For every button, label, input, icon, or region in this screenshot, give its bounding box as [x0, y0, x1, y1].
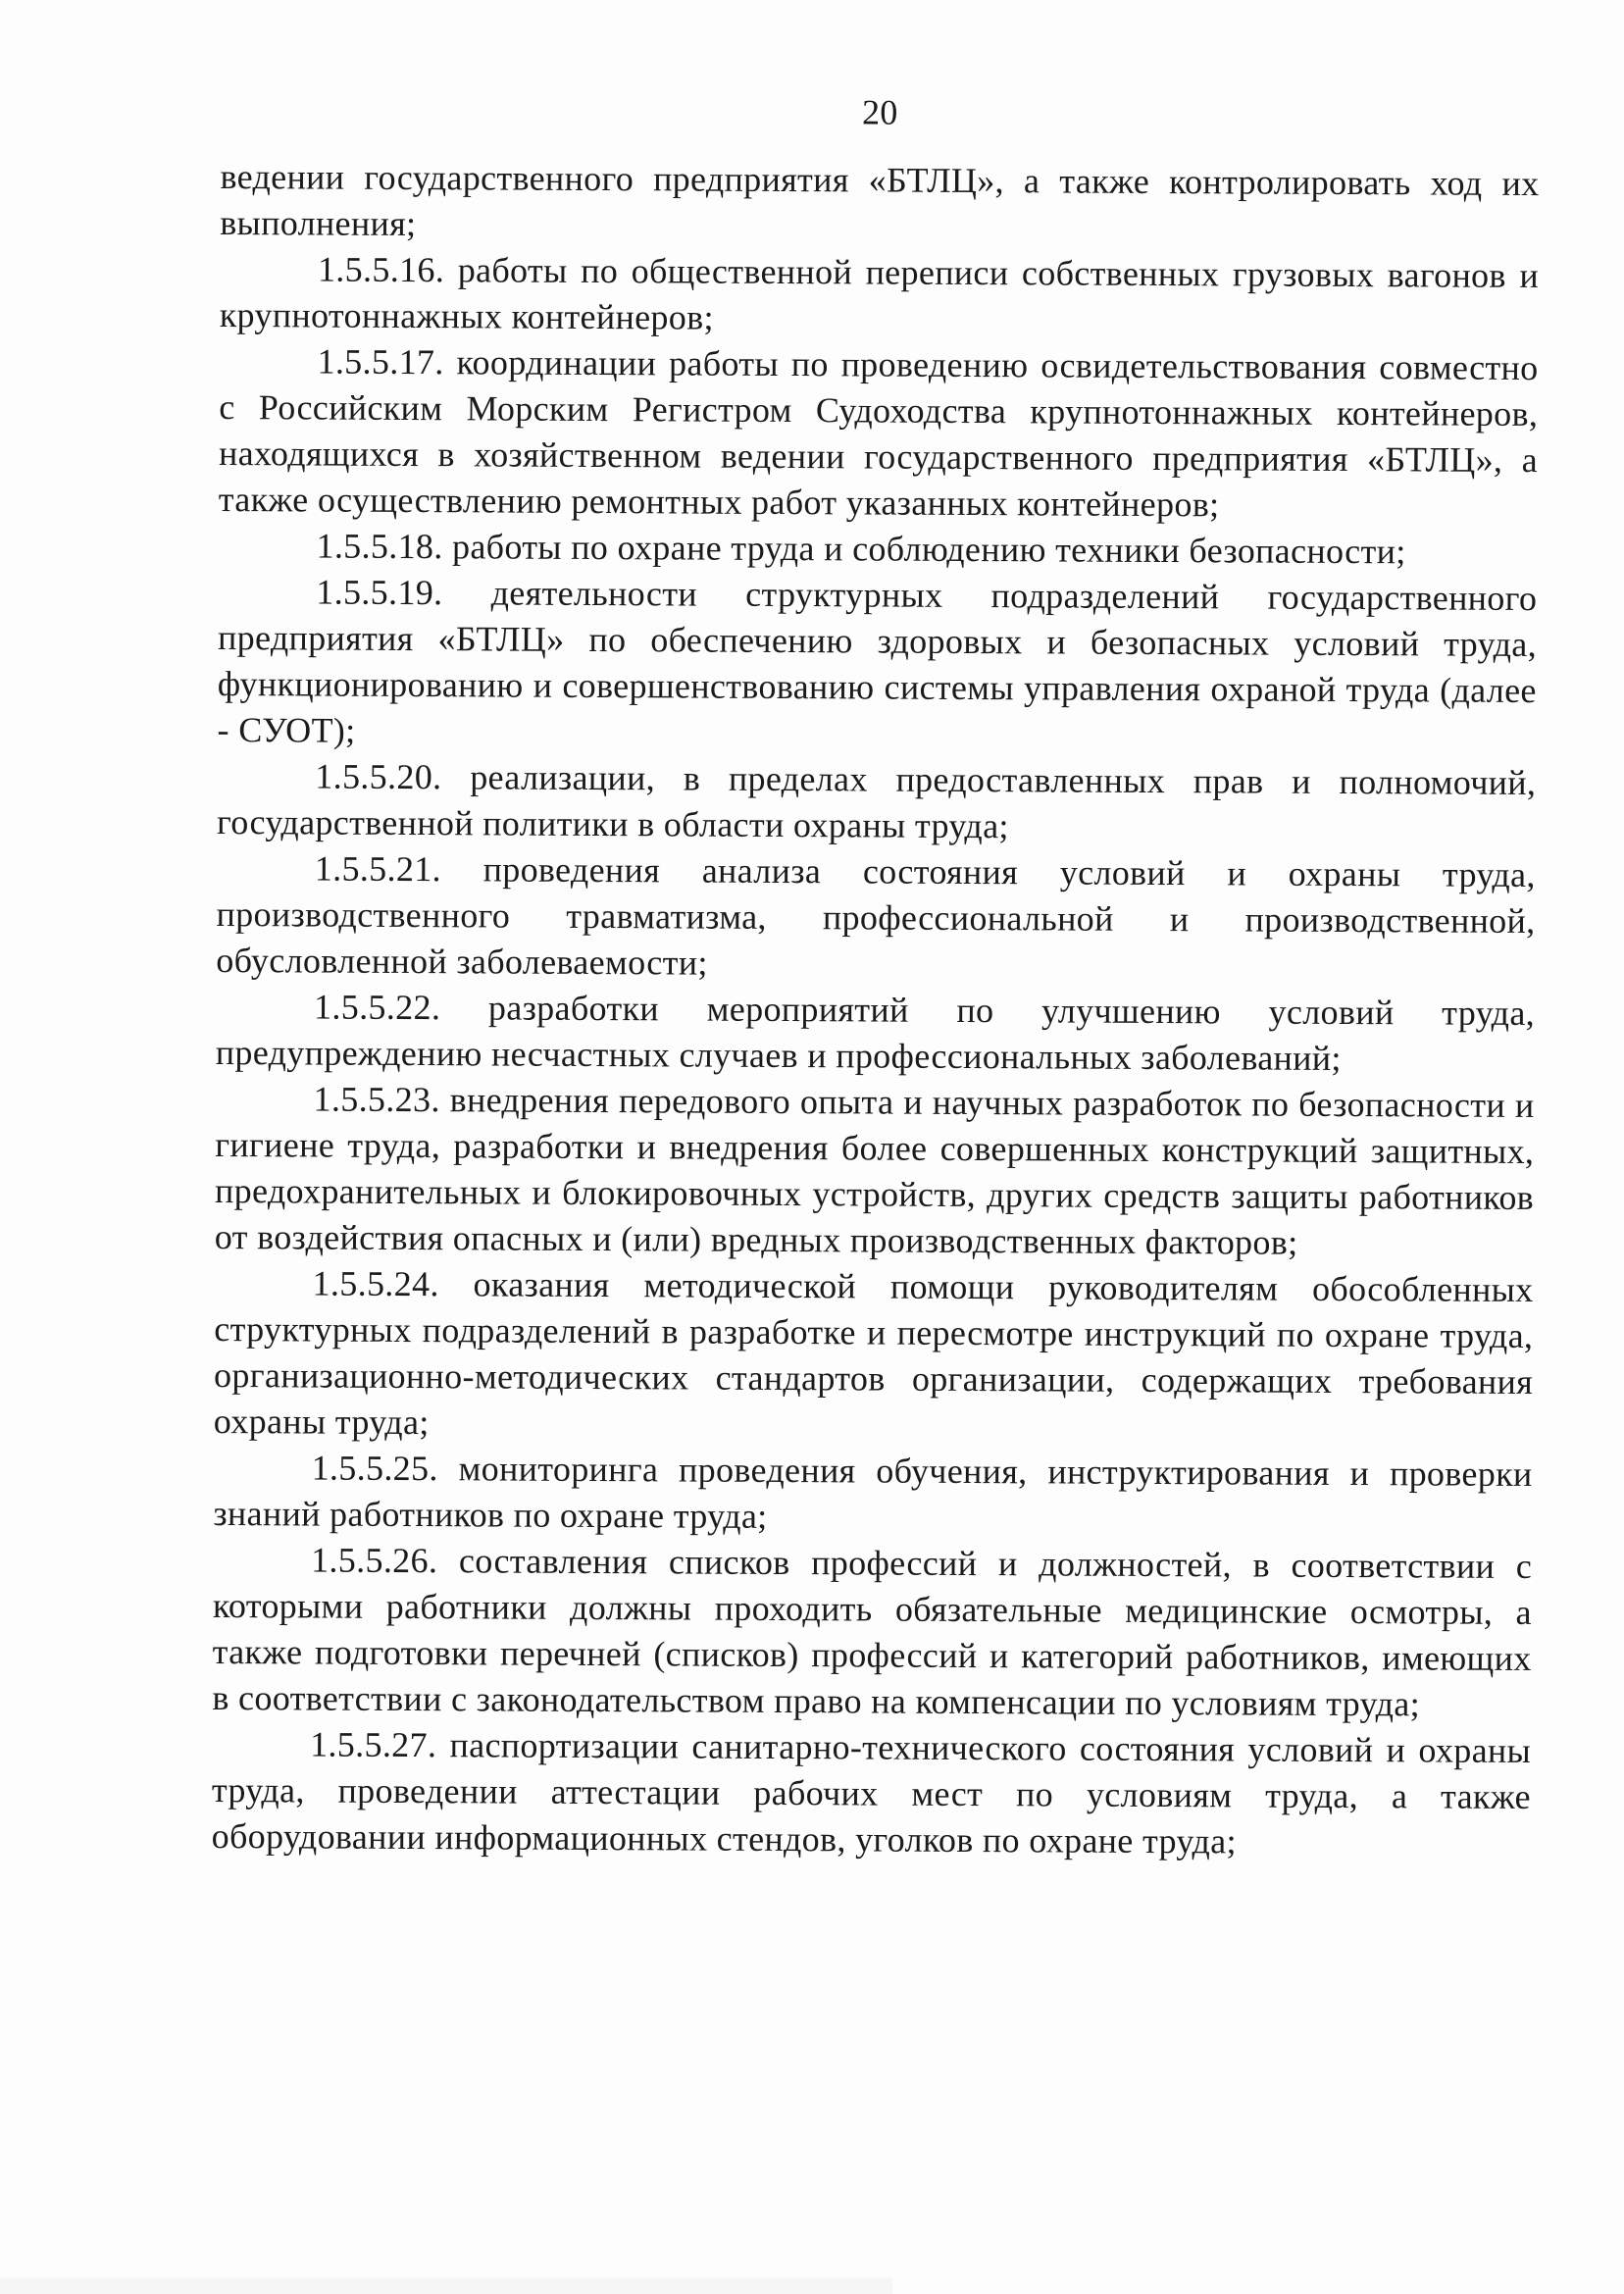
- clause-number: 1.5.5.20.: [315, 756, 442, 797]
- clause-text: работы по общественной переписи собственных грузовых вагонов и крупнотоннажных контейнеров;: [219, 250, 1540, 337]
- clause-number: 1.5.5.19.: [316, 572, 443, 613]
- clause-text: работы по охране труда и соблюдению техники безопасности;: [451, 527, 1406, 572]
- clause-number: 1.5.5.18.: [316, 526, 443, 567]
- clause-number: 1.5.5.24.: [312, 1263, 439, 1304]
- clause-text: деятельности структурных подразделений государственного предприятия «БТЛЦ» по обеспечению здоровых и безопасных условий труда, функционированию и совершенствованию системы управления охраной труда (далее - СУОТ);: [217, 573, 1538, 750]
- document-body: [212, 154, 1540, 1866]
- page-number: 20: [861, 92, 898, 132]
- clause-text: проведения анализа состояния условий и охраны труда, производственного травматизма, профессиональной и производственной, обусловленной заболеваемости;: [216, 849, 1536, 983]
- paragraph-continuation: [220, 154, 1539, 253]
- clause-text: оказания методической помощи руководителям обособленных структурных подразделений в разработке и пересмотре инструкций по охране труда, организационно-методических стандартов организации, содержащих требования охраны труда;: [213, 1264, 1534, 1443]
- clause-number: 1.5.5.22.: [313, 987, 441, 1028]
- clause-text: ведении государственного предприятия «БТЛЦ», а также контролировать ход их выполнения;: [220, 156, 1540, 244]
- clause-number: 1.5.5.25.: [311, 1448, 438, 1489]
- clause-paragraph: [212, 1537, 1532, 1728]
- clause-paragraph: [220, 246, 1539, 345]
- clause-number: 1.5.5.27.: [310, 1724, 437, 1765]
- clause-text: разработки мероприятий по улучшению условий труда, предупреждению несчастных случаев и профессиональных заболеваний;: [215, 988, 1536, 1078]
- clause-paragraph: [216, 984, 1535, 1083]
- clause-number: 1.5.5.17.: [317, 341, 444, 382]
- clause-paragraph: [218, 523, 1537, 576]
- sheet-content: [212, 86, 1540, 1866]
- clause-text: паспортизации санитарно-технического состояния условий и охраны труда, проведении аттестации рабочих мест по условиям труда, а также оборудовании информационных стендов, уголков по охране труда;: [211, 1725, 1532, 1861]
- clause-number: 1.5.5.21.: [314, 848, 442, 890]
- clause-number: 1.5.5.26.: [311, 1540, 438, 1581]
- clause-text: мониторинга проведения обучения, инструктирования и проверки знаний работников по охране труда;: [213, 1449, 1533, 1536]
- clause-text: реализации, в пределах предоставленных прав и полномочий, государственной политики в области охраны труда;: [216, 757, 1537, 846]
- clause-paragraph: [213, 1445, 1532, 1544]
- clause-number: 1.5.5.16.: [317, 249, 445, 290]
- clause-paragraph: [214, 1260, 1534, 1452]
- clause-text: внедрения передового опыта и научных разработок по безопасности и гигиене труда, разработки и внедрения более совершенных конструкций защитных, предохранительных и блокировочных устройств, других средств защиты работников от воздействия опасных и (или) вредных производственных факторов;: [214, 1080, 1535, 1262]
- clause-paragraph: [216, 845, 1536, 991]
- clause-paragraph: [217, 569, 1537, 760]
- clause-paragraph: [219, 338, 1539, 530]
- clause-text: составления списков профессий и должностей, в соответствии с которыми работники должны проходить обязательные медицинские осмотры, а также подготовки перечней (списков) профессий и категорий работников, имеющих в соответствии с законодательством право на компенсации по условиям труда;: [212, 1541, 1533, 1724]
- clause-paragraph: [212, 1721, 1532, 1866]
- clause-text: координации работы по проведению освидетельствования совместно с Российским Морским Регистром Судоходства крупнотоннажных контейнеров, находящихся в хозяйственном ведении государственного предприятия «БТЛЦ», а также осуществлению ремонтных работ указанных контейнеров;: [218, 342, 1539, 525]
- scan-edge-artifact: [0, 2277, 892, 2294]
- clause-number: 1.5.5.23.: [313, 1079, 440, 1120]
- clause-paragraph: [217, 753, 1536, 852]
- clause-paragraph: [215, 1076, 1535, 1267]
